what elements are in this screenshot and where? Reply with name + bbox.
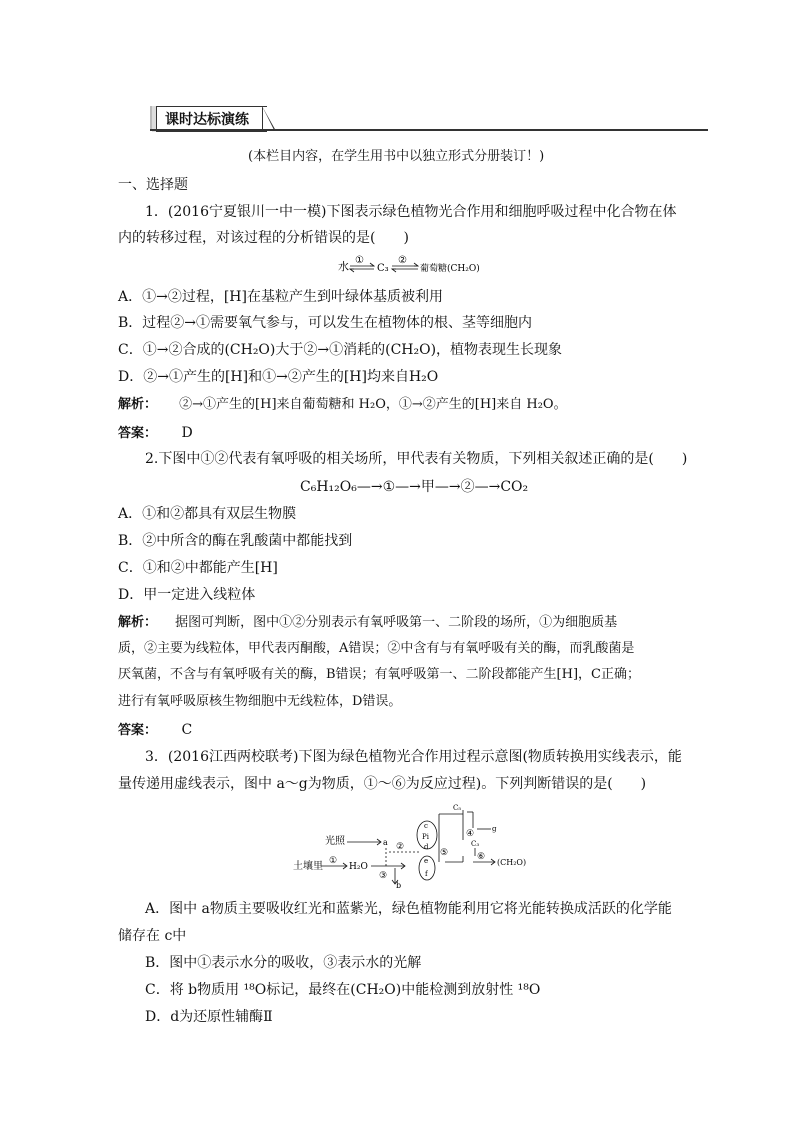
q2-stem: 2.下图中①②代表有氧呼吸的相关场所，甲代表有关物质，下列相关叙述正确的是( ) (145, 451, 688, 467)
q3-step4: ④ (466, 829, 475, 839)
q3-option-a-line2[interactable]: 储存在 c中 (118, 928, 187, 944)
q1-diagram-step2: ② (398, 255, 407, 266)
q2-explanation-text1: 据图可判断，图中①②分别表示有氧呼吸第一、二阶段的场所，①为细胞质基 (175, 615, 618, 630)
q3-step6: ⑥ (477, 852, 486, 862)
q3-label-h2o: H₂O (349, 862, 368, 872)
q1-explanation-text: ②→①产生的[H]来自葡萄糖和 H₂O，①→②产生的[H]来自 H₂O。 (179, 397, 567, 412)
q3-label-ch2o: (CH₂O) (497, 858, 527, 867)
q1-explanation (118, 395, 567, 415)
q3-label-e: e (424, 857, 429, 865)
header-title: 课时达标演练 (165, 112, 249, 128)
q2-explanation-line2: 质，②主要为线粒体，甲代表丙酮酸，A错误；②中含有与有氧呼吸有关的酶，而乳酸菌是 (118, 641, 635, 656)
q2-option-c[interactable]: C．①和②中都能产生[H] (118, 560, 278, 576)
q3-option-d[interactable]: D．d为还原性辅酶Ⅱ (145, 1009, 273, 1025)
q1-option-c[interactable]: C．①→②合成的(CH₂O)大于②→①消耗的(CH₂O)，植物表现生长现象 (118, 342, 563, 358)
binding-note: (本栏目内容，在学生用书中以独立形式分册装订！) (248, 149, 545, 164)
q1-option-d[interactable]: D．②→①产生的[H]和①→②产生的[H]均来自H₂O (118, 369, 439, 385)
q1-diagram-glucose: 葡萄糖(CH₂O) (420, 264, 480, 274)
q3-label-d: d (424, 843, 429, 851)
q1-diagram (330, 252, 490, 278)
q2-explanation-line4: 进行有氧呼吸原核生物细胞中无线粒体，D错误。 (118, 694, 402, 709)
q3-option-c[interactable]: C．将 b物质用 ¹⁸O标记，最终在(CH₂O)中能检测到放射性 ¹⁸O (145, 982, 541, 998)
q3-stem-line1: 3．(2016江西两校联考)下图为绿色植物光合作用过程示意图(物质转换用实线表示，能 (145, 749, 682, 765)
q3-label-a: a (383, 838, 388, 847)
q1-answer-label: 答案： (118, 426, 158, 441)
q1-option-a[interactable]: A．①→②过程，[H]在基粒产生到叶绿体基质被利用 (118, 289, 443, 305)
q3-label-b: b (396, 881, 402, 890)
q3-stem-line2: 量传递用虚线表示，图中 a～g为物质，①～⑥为反应过程)。下列判断错误的是( ) (118, 776, 647, 792)
q1-diagram-step1: ① (355, 255, 364, 266)
section-title: 一、选择题 (118, 177, 188, 193)
q3-label-pi: Pi (422, 833, 429, 841)
q1-stem-line2: 内的转移过程，对该过程的分析错误的是( ) (118, 230, 409, 246)
q2-explanation-line3: 厌氧菌，不含与有氧呼吸有关的酶，B错误；有氧呼吸第一、二阶段都能产生[H]，C正确； (118, 667, 640, 682)
q3-diagram (285, 800, 545, 890)
q3-option-b[interactable]: B．图中①表示水分的吸收，③表示水的光解 (145, 955, 422, 971)
q3-step3: ③ (379, 871, 388, 881)
q3-label-c: c (424, 822, 428, 830)
q2-explanation-label: 解析： (118, 615, 158, 630)
q1-diagram-c3: C₃ (377, 263, 389, 274)
q1-diagram-water: 水 (338, 260, 349, 273)
q3-step2: ② (396, 842, 405, 852)
q2-option-d[interactable]: D．甲一定进入线粒体 (118, 587, 256, 603)
q2-explanation-line1 (118, 613, 617, 633)
q3-label-g: g (492, 825, 497, 833)
q2-answer-value: C (181, 722, 193, 738)
q2-formula: C₆H₁₂O₆—→①—→甲—→②—→CO₂ (300, 479, 529, 495)
q1-answer (118, 423, 193, 444)
q3-label-c3: C₃ (471, 840, 480, 848)
q1-answer-value: D (181, 425, 193, 441)
q2-option-a[interactable]: A．①和②都具有双层生物膜 (118, 506, 297, 522)
q3-label-c5: C₅ (453, 804, 462, 812)
q2-option-b[interactable]: B．②中所含的酶在乳酸菌中都能找到 (118, 533, 353, 549)
q1-stem-line1: 1．(2016宁夏银川一中一模)下图表示绿色植物光合作用和细胞呼吸过程中化合物在体 (145, 204, 677, 220)
q3-label-light: 光照 (325, 836, 345, 847)
header-slant-inner (263, 108, 274, 130)
q1-option-b[interactable]: B．过程②→①需要氧气参与，可以发生在植物体的根、茎等细胞内 (118, 315, 533, 331)
q1-explanation-label: 解析： (118, 397, 158, 412)
q3-option-a-line1[interactable]: A．图中 a物质主要吸收红光和蓝紫光，绿色植物能利用它将光能转换成活跃的化学能 (145, 901, 672, 917)
header-rule (150, 129, 708, 131)
q3-label-f: f (425, 870, 428, 878)
q2-answer (118, 720, 192, 741)
q3-step5: ⑤ (440, 848, 449, 858)
q3-label-soil: 土壤里 (293, 861, 323, 872)
q2-answer-label: 答案： (118, 723, 158, 738)
q3-step1: ① (329, 856, 338, 866)
